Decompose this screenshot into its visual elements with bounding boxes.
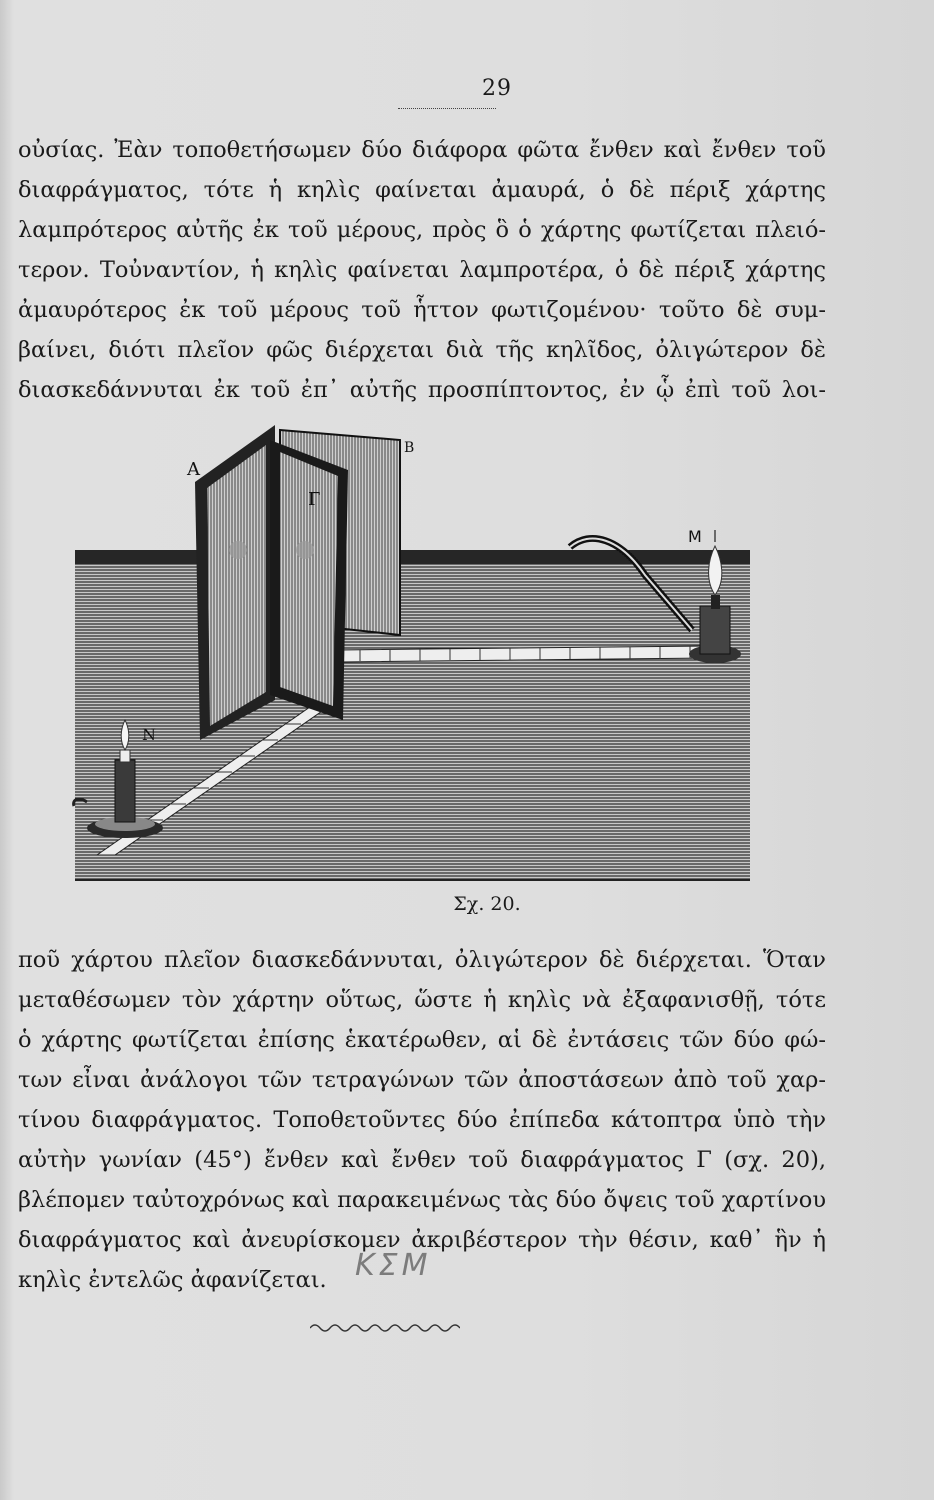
paragraph-1 xyxy=(18,130,826,410)
text-line: τίνου διαφράγματος. Τοποθετοῦντες δύο ἐπίπεδα κάτοπτρα ὑπὸ τὴν xyxy=(18,1107,826,1133)
label-n: Ν xyxy=(142,725,156,744)
engraving-figure-20 xyxy=(60,410,750,890)
text-line: κηλὶς ἐντελῶς ἀφανίζεται. xyxy=(18,1267,327,1293)
page-number: 29 xyxy=(482,76,512,101)
text-line: τερον. Τοὐναντίον, ἡ κηλὶς φαίνεται λαμπροτέρα, ὁ δὲ πέριξ χάρτης xyxy=(18,257,826,283)
text-line: ὁ χάρτης φωτίζεται ἐπίσης ἑκατέρωθεν, αἱ δὲ ἐντάσεις τῶν δύο φώ- xyxy=(18,1027,826,1053)
text-line: διαφράγματος, τότε ἡ κηλὶς φαίνεται ἀμαυρά, ὁ δὲ πέριξ χάρτης xyxy=(18,177,826,203)
text-line: διαφράγματος καὶ ἀνευρίσκομεν ἀκριβέστερον τὴν θέσιν, καθ᾿ ἣν ἡ xyxy=(18,1227,826,1253)
text-line: οὐσίας. Ἐὰν τοποθετήσωμεν δύο διάφορα φῶτα ἔνθεν καὶ ἔνθεν τοῦ xyxy=(18,137,826,163)
text-line: ποῦ χάρτου πλεῖον διασκεδάννυται, ὀλιγώτερον δὲ διέρχεται. Ὅταν xyxy=(18,947,826,973)
text-line: λαμπρότερος αὐτῆς ἐκ τοῦ μέρους, πρὸς ὃ ὁ χάρτης φωτίζεται πλειό- xyxy=(18,217,826,243)
table-surface xyxy=(75,550,750,880)
text-line: διασκεδάννυται ἐκ τοῦ ἐπ᾿ αὐτῆς προσπίπτοντος, ἐν ᾧ ἐπὶ τοῦ λοι- xyxy=(18,377,826,403)
label-g: Γ xyxy=(308,489,321,510)
text-line: των εἶναι ἀνάλογοι τῶν τετραγώνων τῶν ἀποστάσεων ἀπὸ τοῦ χαρ- xyxy=(18,1067,826,1093)
text-line: βαίνει, διότι πλεῖον φῶς διέρχεται διὰ τῆς κηλῖδος, ὀλιγώτερον δὲ xyxy=(18,337,826,363)
page-number-rule xyxy=(398,108,496,109)
handwritten-note: ΚΣΜ xyxy=(355,1248,432,1283)
end-ornament xyxy=(310,1318,460,1338)
text-line: ἀμαυρότερος ἐκ τοῦ μέρους τοῦ ἧττον φωτιζομένου· τοῦτο δὲ συμ- xyxy=(18,297,826,323)
label-b: Β xyxy=(404,440,415,456)
text-line: αὐτὴν γωνίαν (45°) ἔνθεν καὶ ἔνθεν τοῦ διαφράγματος Γ (σχ. 20), xyxy=(18,1147,826,1173)
label-a: Α xyxy=(187,459,200,480)
paragraph-2 xyxy=(18,940,826,1300)
mirror-frame-g xyxy=(270,440,348,720)
text-line: μεταθέσωμεν τὸν χάρτην οὕτως, ὥστε ἡ κηλὶς νὰ ἐξαφανισθῇ, τότε xyxy=(18,987,826,1013)
text-line: βλέπομεν ταὐτοχρόνως καὶ παρακειμένως τὰς δύο ὄψεις τοῦ χαρτίνου xyxy=(18,1187,826,1213)
figure-caption: Σχ. 20. xyxy=(453,893,521,915)
label-m: Μ xyxy=(688,527,702,546)
mirror-frame-a xyxy=(195,425,275,740)
